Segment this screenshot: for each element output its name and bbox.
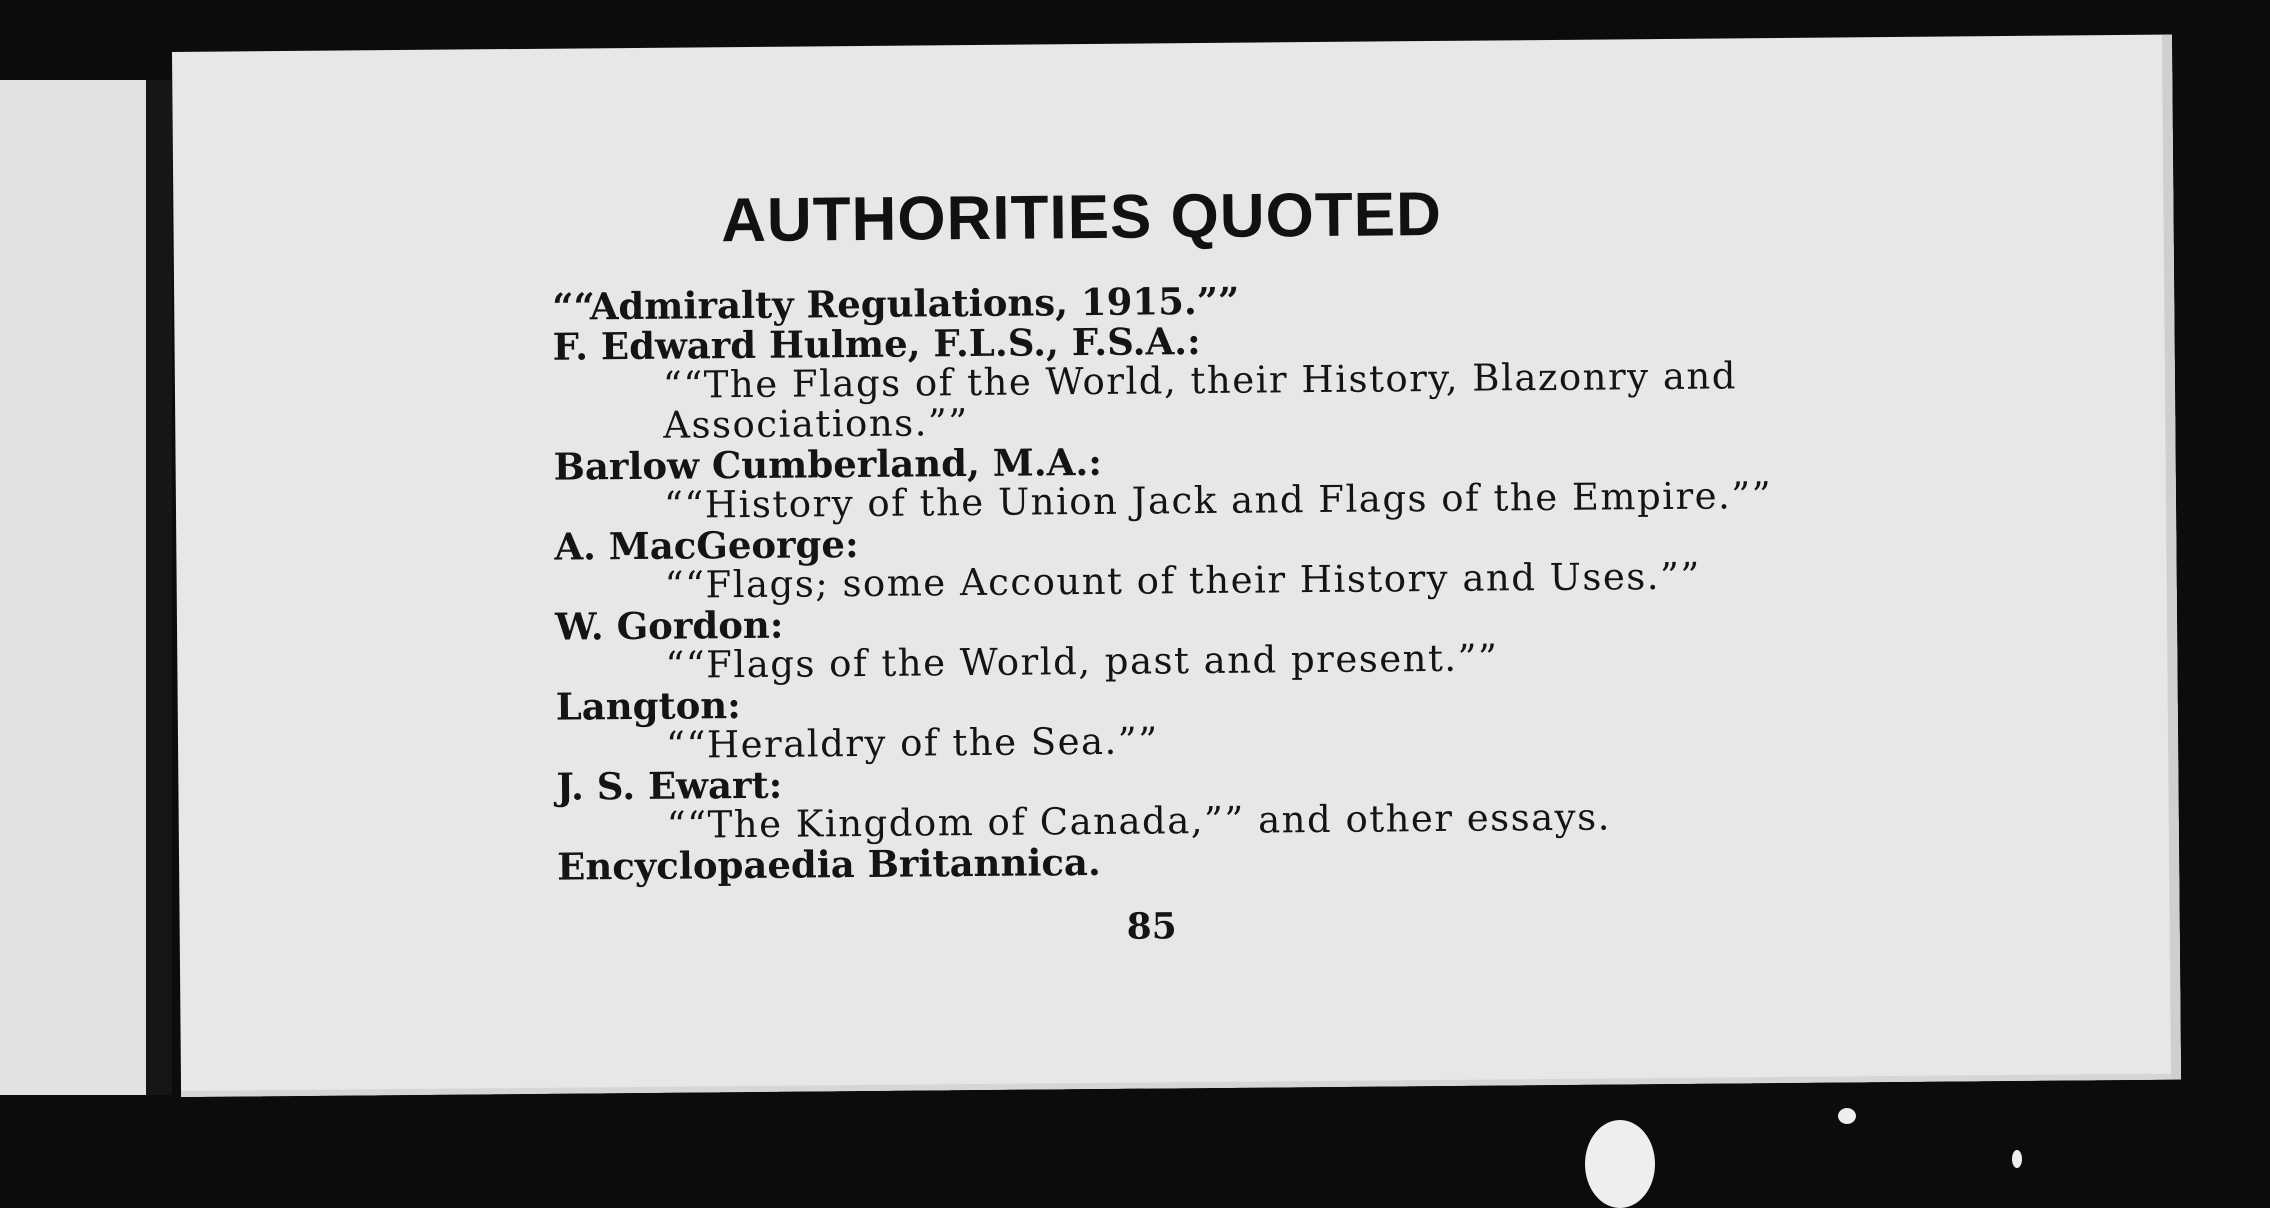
book-spine [146,80,172,1095]
list-item: ““Admiralty Regulations, 1915.”” [552,278,1240,329]
list-item: F. Edward Hulme, F.L.S., F.S.A.: [552,319,1201,369]
dust-speck [2012,1150,2022,1168]
page-heading: AUTHORITIES QUOTED [720,179,1443,256]
list-item: ““Flags of the World, past and present.”” [665,636,1499,687]
list-item: Encyclopaedia Britannica. [556,839,1101,889]
reference-list [552,273,2087,889]
list-item: J. S. Ewart: [556,762,783,809]
list-item: ““History of the Union Jack and Flags of the Empire.”” [663,474,1773,527]
dust-speck [1838,1108,1856,1124]
list-item: ““The Flags of the World, their History, Blazonry and [662,354,1738,407]
list-item: W. Gordon: [554,602,784,649]
list-item: Associations.”” [663,401,969,447]
list-item: ““Heraldry of the Sea.”” [665,719,1159,767]
book-page [172,35,2181,1097]
list-item: A. MacGeorge: [554,522,859,569]
dust-speck [1585,1120,1655,1208]
list-item: ““Flags; some Account of their History and Uses.”” [664,554,1702,607]
list-item: Barlow Cumberland, M.A.: [553,439,1103,489]
page-number: 85 [1126,905,1177,948]
list-item: ““The Kingdom of Canada,”” and other essays. [666,795,1612,847]
list-item: Langton: [555,683,742,729]
facing-page-edge [0,80,148,1095]
